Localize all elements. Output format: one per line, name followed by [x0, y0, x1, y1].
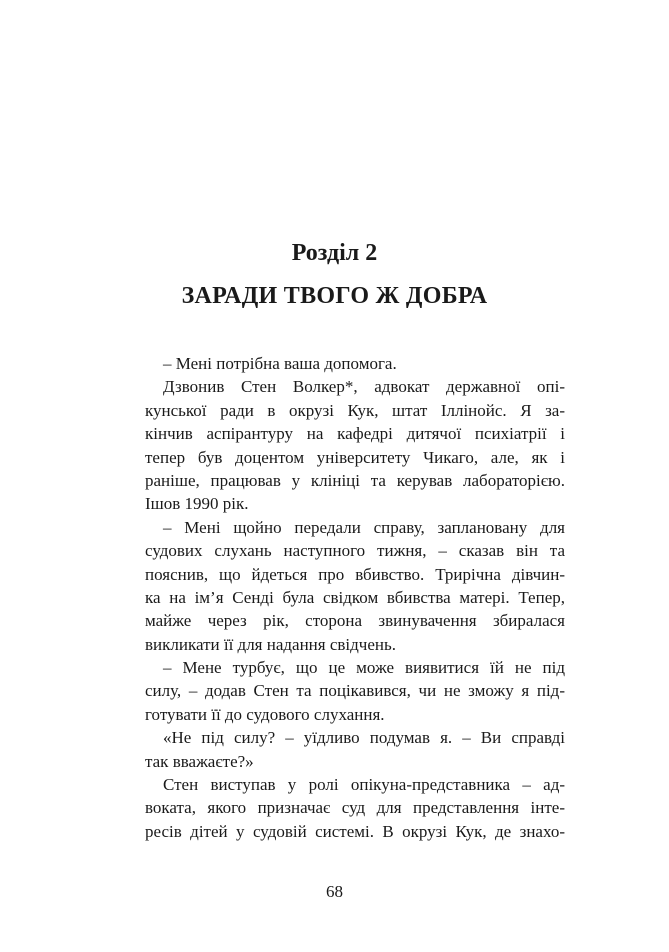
text-line: готувати її до судового слухання. — [145, 704, 385, 724]
text-line: – Мене турбує, що це може виявитися їй не під — [163, 658, 565, 678]
text-line: тепер був доцентом університету Чикаго, але, як і — [145, 447, 565, 467]
text-line: ресів дітей у судовій системі. В окрузі Кук, де знахо- — [145, 821, 565, 841]
text-line: так вважаєте?» — [145, 751, 254, 771]
text-line: Ішов 1990 рік. — [145, 494, 249, 514]
text-line: судових слухань наступного тижня, – сказав він та — [145, 541, 565, 561]
chapter-title: ЗАРАДИ ТВОГО Ж ДОБРА — [181, 283, 488, 309]
text-line: викликати її для надання свідчень. — [145, 634, 396, 654]
chapter-number: Розділ 2 — [291, 240, 378, 266]
text-line: кінчив аспірантуру на кафедрі дитячої психіатрії і — [145, 424, 565, 444]
text-line: раніше, працював у клініці та керував лабораторією. — [145, 470, 565, 490]
text-line: воката, якого призначає суд для представлення інте- — [145, 798, 565, 818]
page-number: 68 — [326, 882, 343, 901]
text-line: пояснив, що йдеться про вбивство. Трирічна дівчин- — [145, 564, 565, 584]
text-line: Стен виступав у ролі опікуна-представника – ад- — [163, 775, 565, 795]
text-line: кунської ради в окрузі Кук, штат Іллінойс. Я за- — [145, 400, 565, 420]
text-line: «Не під силу? – уїдливо подумав я. – Ви справді — [163, 728, 565, 748]
body-text — [145, 352, 565, 843]
text-line: – Мені щойно передали справу, заплановану для — [163, 517, 565, 537]
text-line: ка на ім’я Сенді була свідком вбивства матері. Тепер, — [145, 587, 565, 607]
text-line: силу, – додав Стен та поцікавився, чи не зможу я під- — [145, 681, 565, 701]
text-line: Дзвонив Стен Волкер*, адвокат державної опі- — [163, 377, 565, 397]
text-line: – Мені потрібна ваша допомога. — [163, 354, 397, 373]
text-line: майже через рік, сторона звинувачення збиралася — [145, 611, 565, 631]
